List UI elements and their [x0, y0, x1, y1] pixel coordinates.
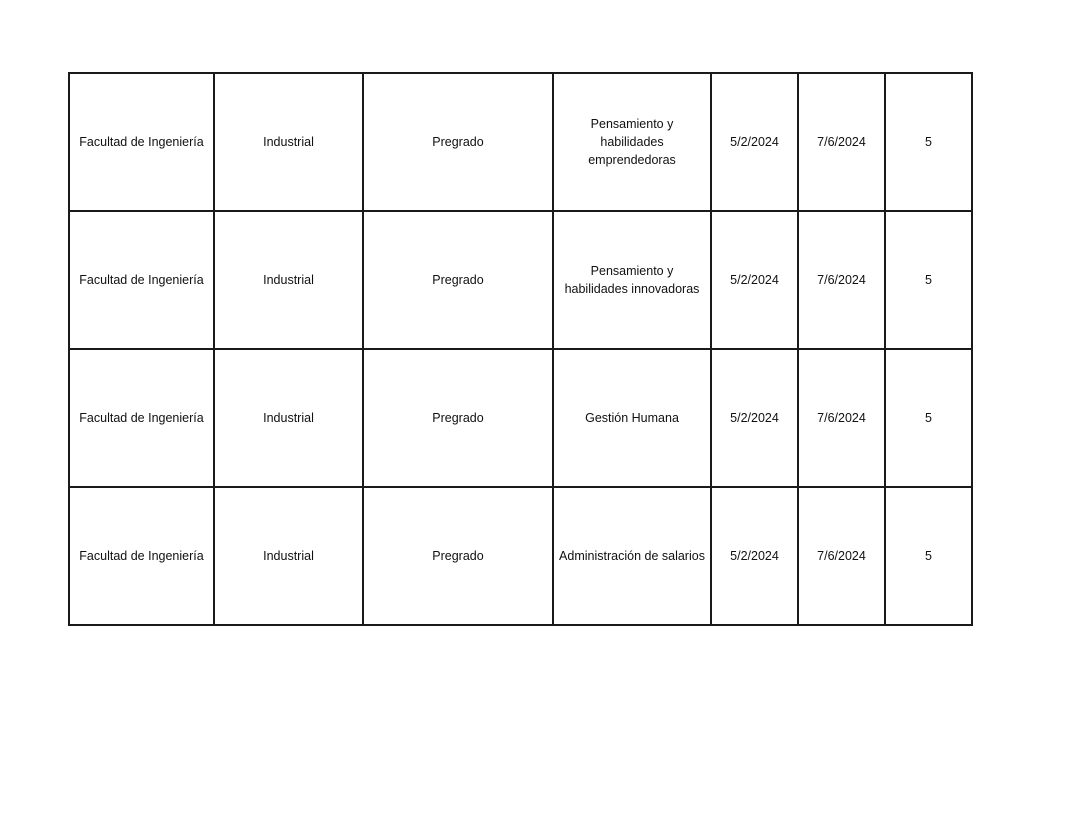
- level-cell: Pregrado: [363, 211, 553, 349]
- level-cell: Pregrado: [363, 73, 553, 211]
- courses-table: [68, 72, 973, 626]
- start-date-cell: 5/2/2024: [711, 211, 798, 349]
- end-date-cell: 7/6/2024: [798, 487, 885, 625]
- value-cell: 5: [885, 211, 972, 349]
- table-row: [69, 211, 972, 349]
- program-cell: Industrial: [214, 487, 363, 625]
- table-row: [69, 73, 972, 211]
- course-cell: Pensamiento y habilidades emprendedoras: [553, 73, 711, 211]
- level-cell: Pregrado: [363, 487, 553, 625]
- table-row: [69, 349, 972, 487]
- table-row: [69, 487, 972, 625]
- value-cell: 5: [885, 73, 972, 211]
- level-cell: Pregrado: [363, 349, 553, 487]
- end-date-cell: 7/6/2024: [798, 211, 885, 349]
- end-date-cell: 7/6/2024: [798, 349, 885, 487]
- faculty-cell: Facultad de Ingeniería: [69, 487, 214, 625]
- program-cell: Industrial: [214, 73, 363, 211]
- start-date-cell: 5/2/2024: [711, 349, 798, 487]
- course-cell: Pensamiento y habilidades innovadoras: [553, 211, 711, 349]
- faculty-cell: Facultad de Ingeniería: [69, 349, 214, 487]
- course-cell: Gestión Humana: [553, 349, 711, 487]
- course-cell: Administración de salarios: [553, 487, 711, 625]
- value-cell: 5: [885, 349, 972, 487]
- start-date-cell: 5/2/2024: [711, 487, 798, 625]
- faculty-cell: Facultad de Ingeniería: [69, 73, 214, 211]
- value-cell: 5: [885, 487, 972, 625]
- program-cell: Industrial: [214, 349, 363, 487]
- program-cell: Industrial: [214, 211, 363, 349]
- faculty-cell: Facultad de Ingeniería: [69, 211, 214, 349]
- end-date-cell: 7/6/2024: [798, 73, 885, 211]
- start-date-cell: 5/2/2024: [711, 73, 798, 211]
